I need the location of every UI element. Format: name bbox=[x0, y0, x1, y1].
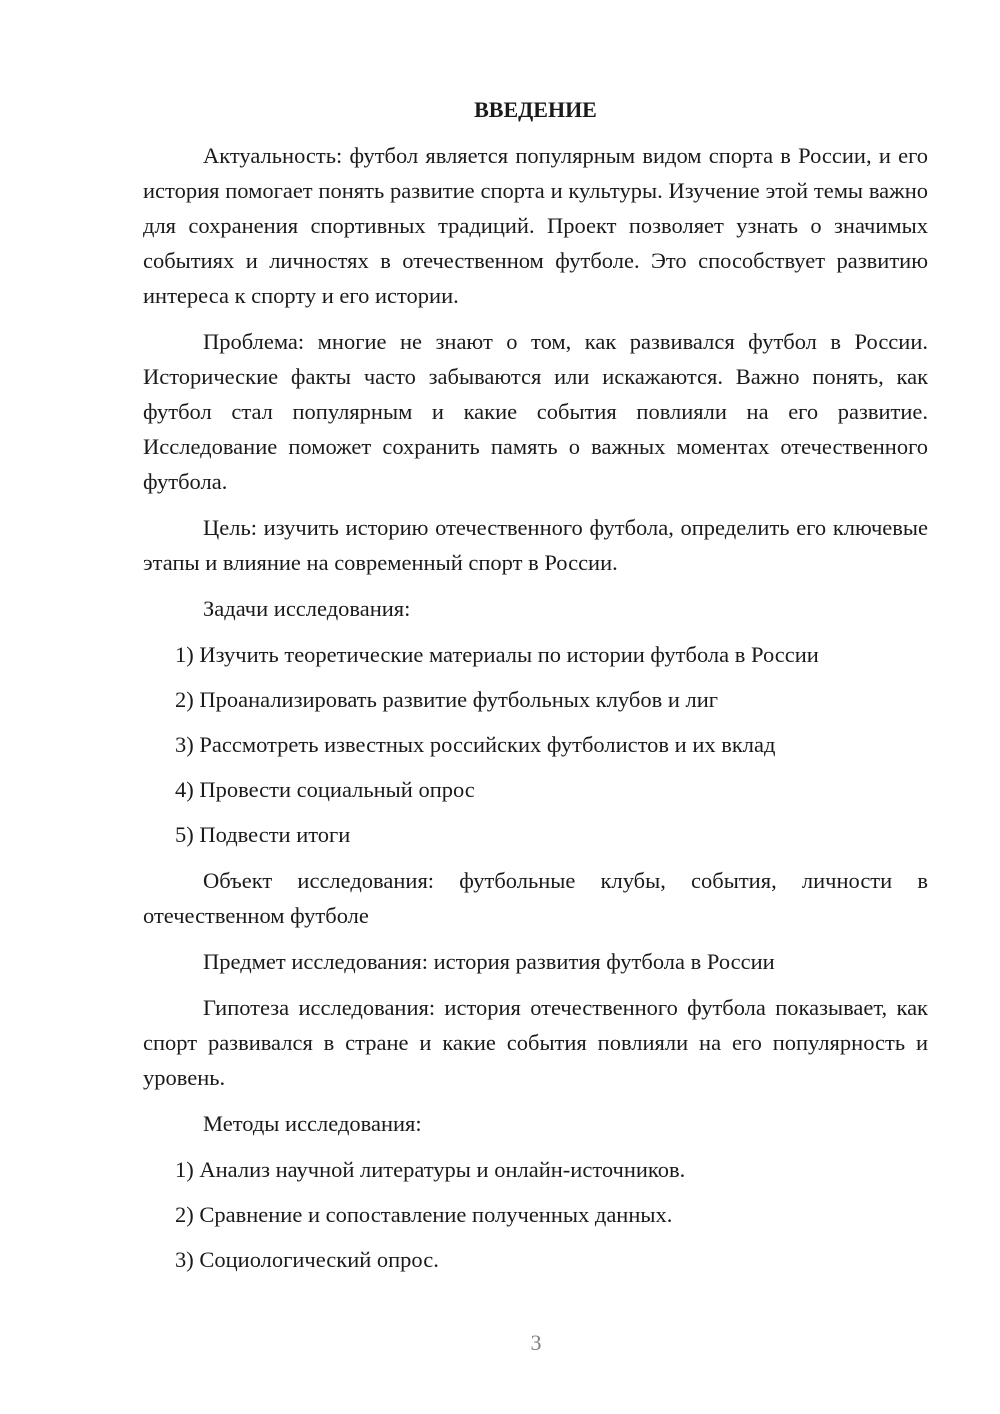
methods-heading: Методы исследования: bbox=[203, 1111, 422, 1136]
paragraph-relevance: Актуальность: футбол является популярным видом спорта в России, и его история помогает понять развитие спорта и культуры. Изучение этой темы важно для сохранения спортивных традиций. Проект позволяет узнать о значимых событиях и личностях в отечественном футболе. Это способствует развитию интереса к спорту и его истории. bbox=[143, 143, 928, 308]
page-title: ВВЕДЕНИЕ bbox=[474, 97, 597, 122]
list-item: 3) Социологический опрос. bbox=[175, 1247, 439, 1272]
list-item: 5) Подвести итоги bbox=[175, 822, 351, 847]
paragraph-goal: Цель: изучить историю отечественного футбола, определить его ключевые этапы и влияние на современный спорт в России. bbox=[143, 515, 928, 575]
tasks-list bbox=[143, 637, 928, 852]
list-item: 3) Рассмотреть известных российских футболистов и их вклад bbox=[175, 732, 776, 757]
methods-list bbox=[143, 1152, 928, 1277]
list-item: 2) Сравнение и сопоставление полученных данных. bbox=[175, 1202, 673, 1227]
paragraph-problem: Проблема: многие не знают о том, как развивался футбол в России. Исторические факты часто забываются или искажаются. Важно понять, как футбол стал популярным и какие события повлияли на его развитие. Исследование поможет сохранить память о важных моментах отечественного футбола. bbox=[143, 329, 928, 494]
list-item: 1) Изучить теоретические материалы по истории футбола в России bbox=[175, 642, 819, 667]
list-item: 4) Провести социальный опрос bbox=[175, 777, 475, 802]
paragraph-object: Объект исследования: футбольные клубы, события, личности в отечественном футболе bbox=[143, 868, 928, 928]
paragraph-subject: Предмет исследования: история развития футбола в России bbox=[203, 949, 775, 974]
document-page bbox=[143, 92, 928, 1288]
list-item: 1) Анализ научной литературы и онлайн-источников. bbox=[175, 1157, 686, 1182]
page-number: 3 bbox=[530, 1330, 542, 1355]
list-item: 2) Проанализировать развитие футбольных клубов и лиг bbox=[175, 687, 718, 712]
tasks-heading: Задачи исследования: bbox=[203, 596, 411, 621]
paragraph-hypothesis: Гипотеза исследования: история отечественного футбола показывает, как спорт развивался в стране и какие события повлияли на его популярность и уровень. bbox=[143, 995, 928, 1090]
